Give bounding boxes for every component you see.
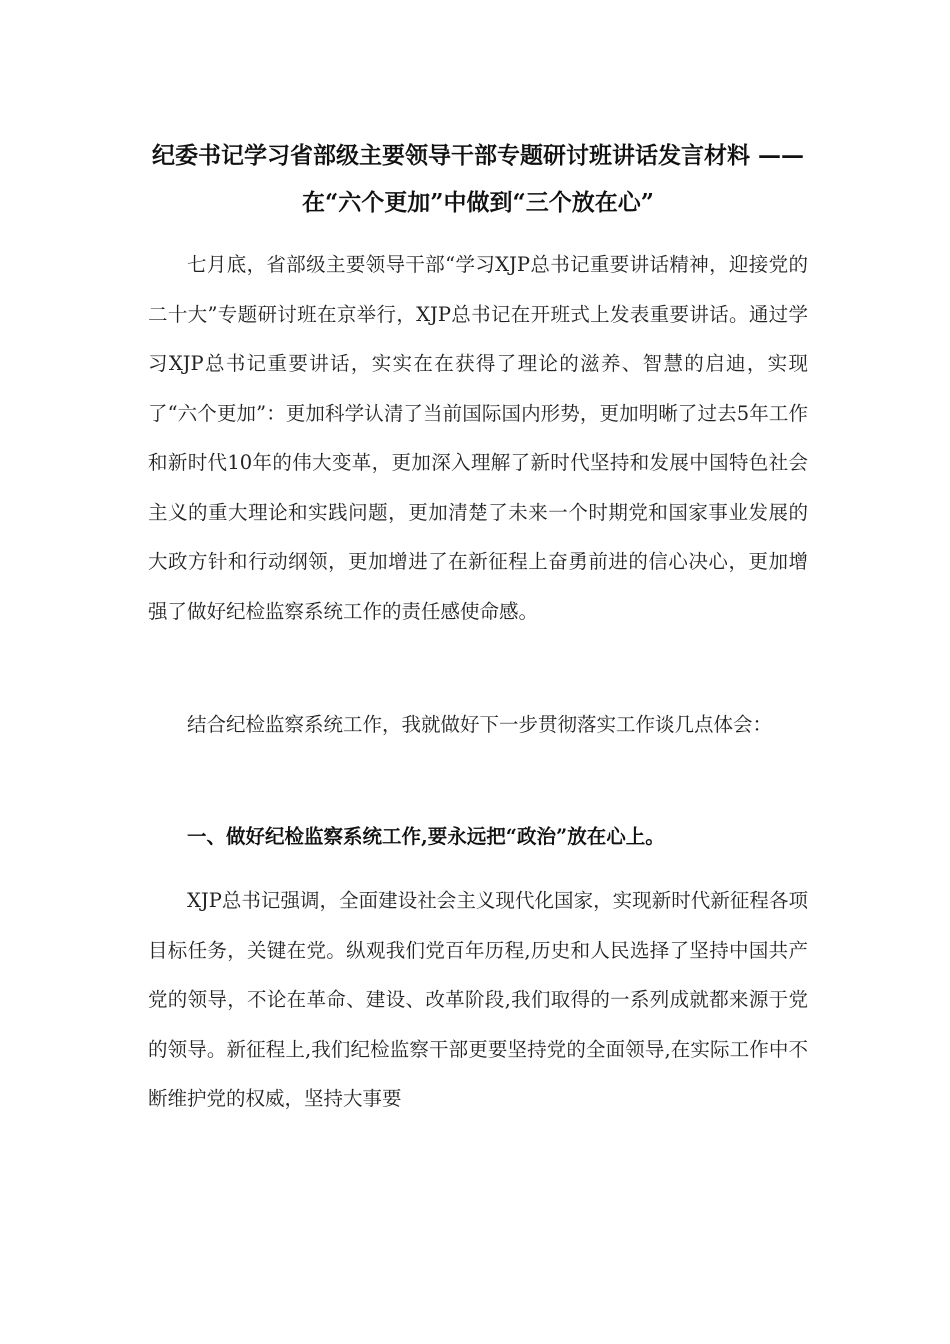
document-title: 纪委书记学习省部级主要领导干部专题研讨班讲话发言材料 ——在“六个更加”中做到“三个放在心” — [151, 142, 804, 216]
paragraph-transition: 结合纪检监察系统工作，我就做好下一步贯彻落实工作谈几点体会： — [187, 713, 773, 736]
section-paragraph: XJP总书记强调，全面建设社会主义现代化国家，实现新时代新征程各项目标任务，关键在党。纵观我们党百年历程,历史和人民选择了坚持中国共产党的领导，不论在革命、建设、改革阶段,我们取得的一系列成就都来源于党的领导。新征程上,我们纪检监察干部更要坚持党的全面领导,在实际工作中不断维护党的权威，坚持大事要 — [148, 889, 808, 1110]
section-heading: 一、做好纪检监察系统工作,要永远把“政治”放在心上。 — [187, 825, 665, 848]
paragraph-intro: 七月底，省部级主要领导干部“学习XJP总书记重要讲话精神，迎接党的二十大”专题研讨班在京举行，XJP总书记在开班式上发表重要讲话。通过学习XJP总书记重要讲话，实实在在获得了理论的滋养、智慧的启迪，实现了“六个更加”：更加科学认清了当前国际国内形势，更加明晰了过去5年工作和新时代10年的伟大变革，更加深入理解了新时代坚持和发展中国特色社会主义的重大理论和实践问题，更加清楚了未来一个时期党和国家事业发展的大政方针和行动纲领，更加增进了在新征程上奋勇前进的信心决心，更加增强了做好纪检监察系统工作的责任感使命感。 — [148, 253, 808, 623]
